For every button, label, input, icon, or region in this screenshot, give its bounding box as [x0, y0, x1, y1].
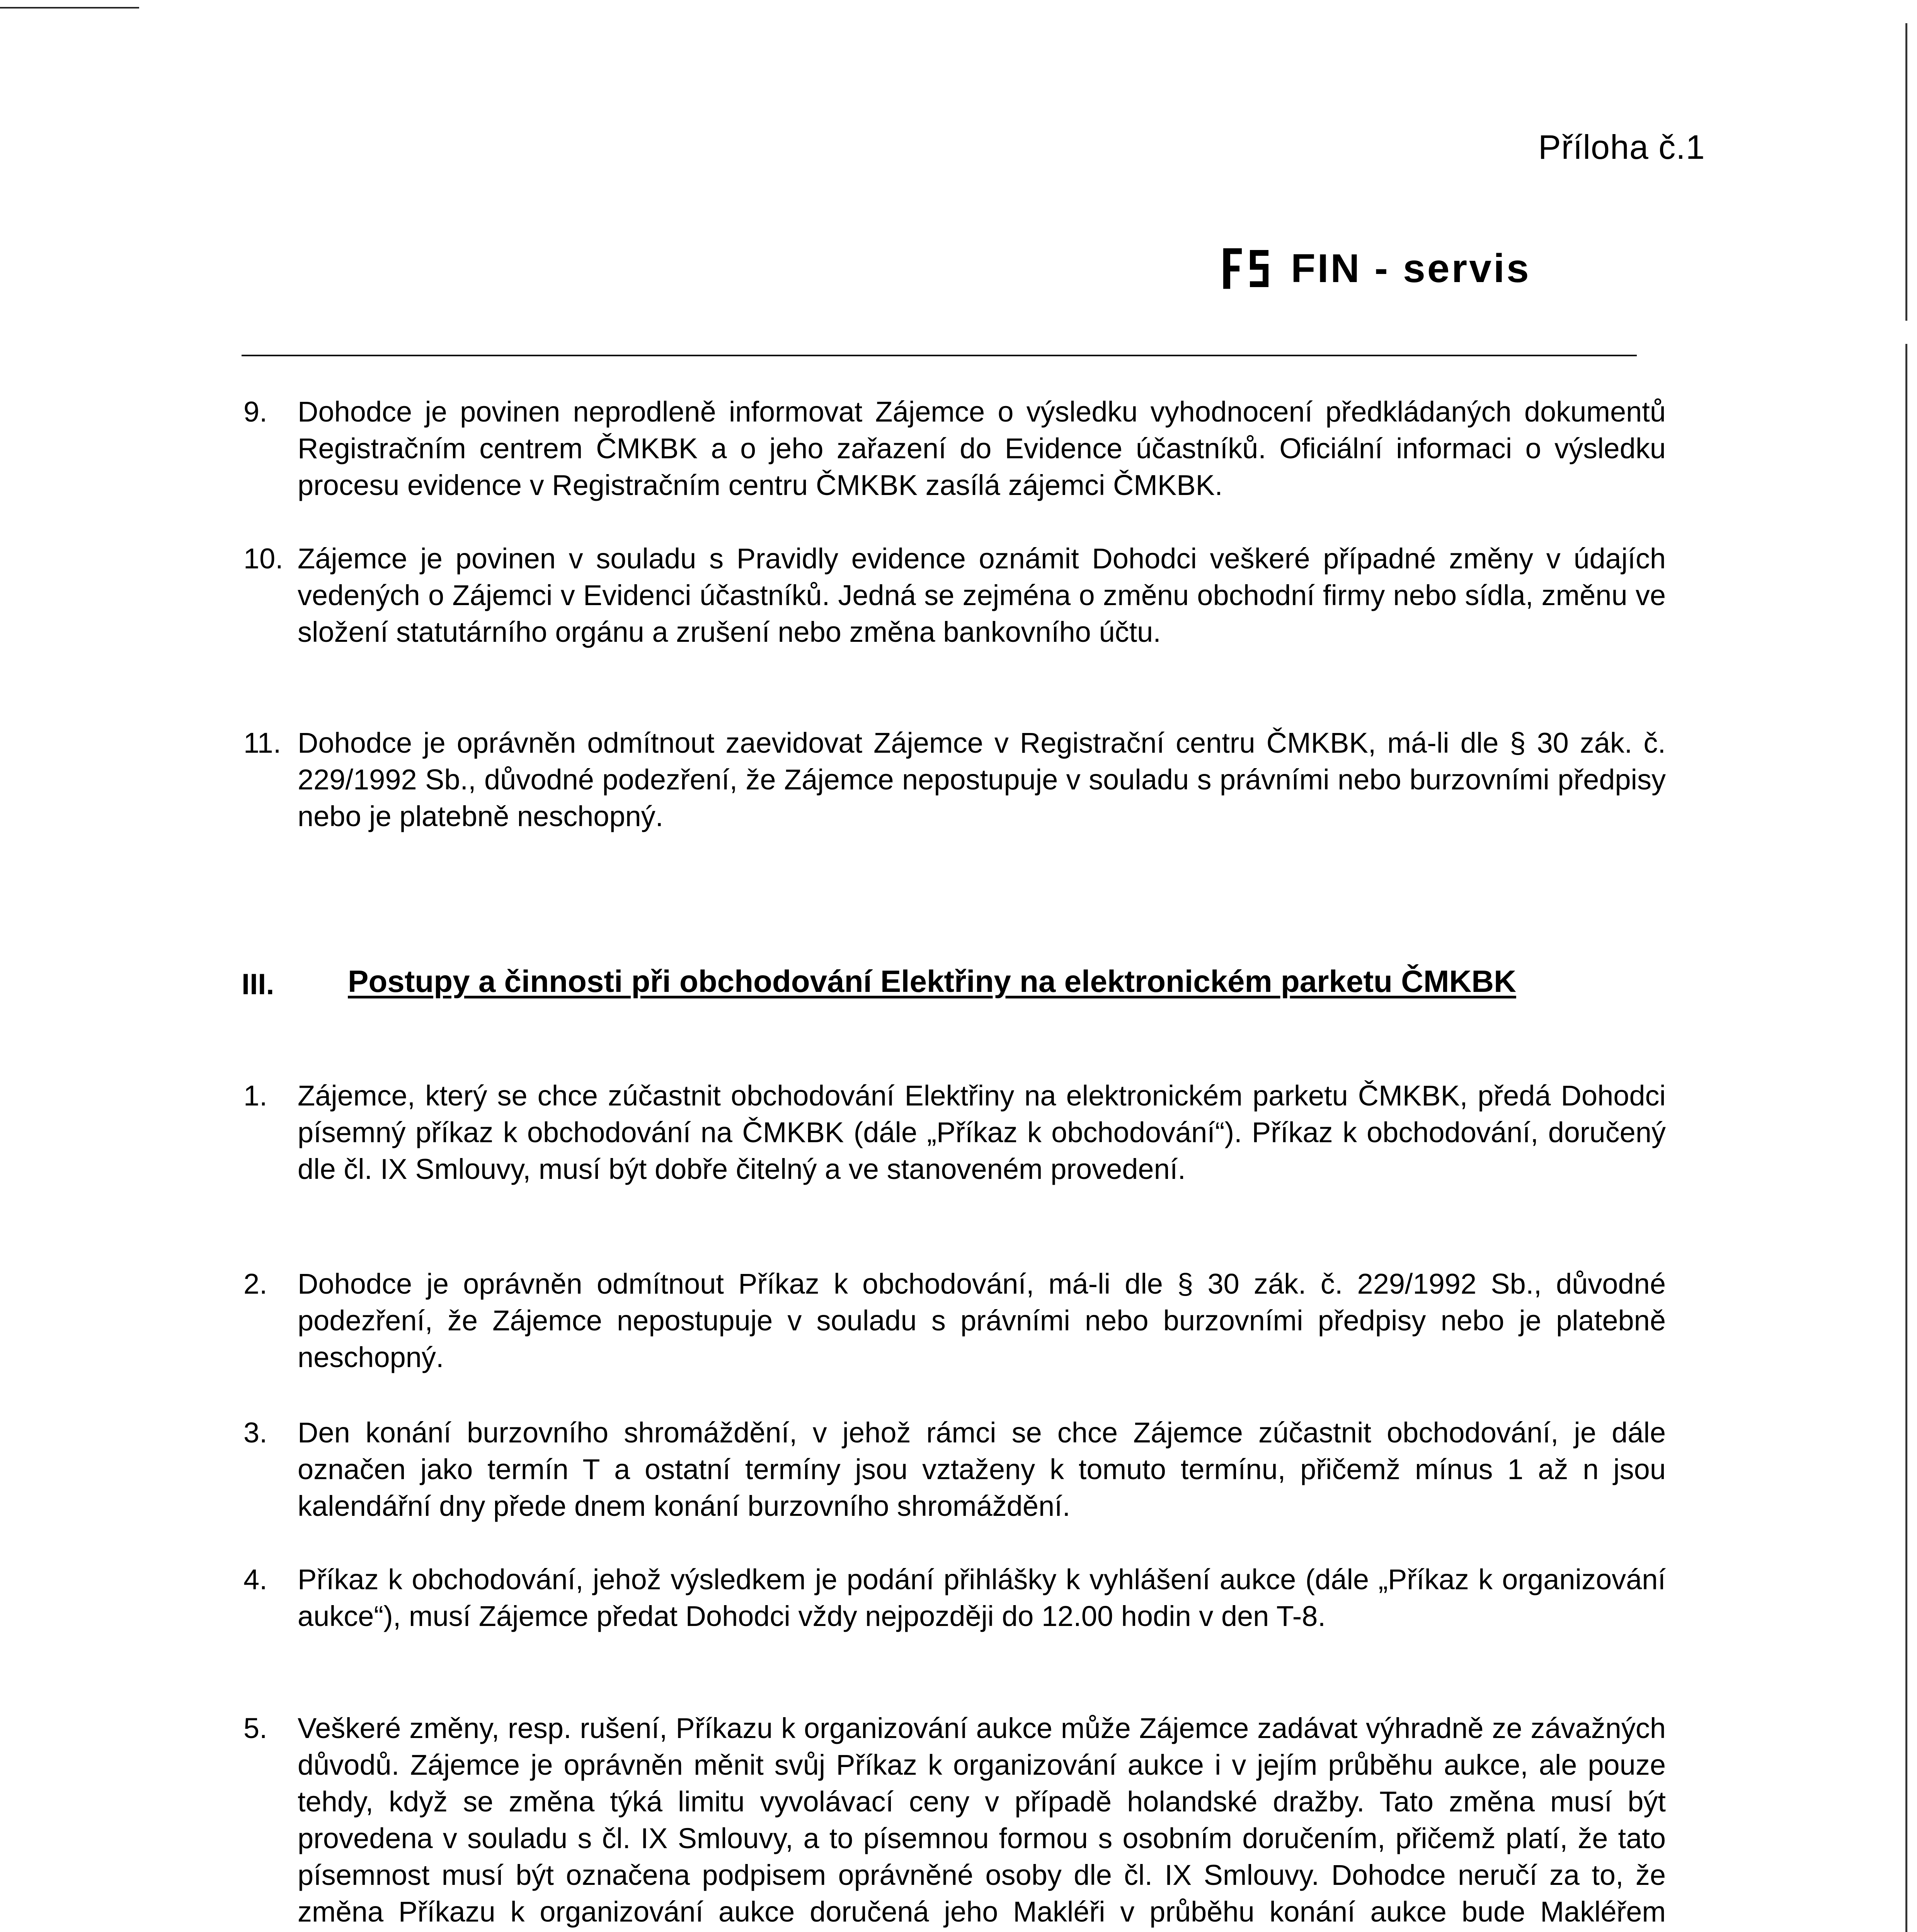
paragraph: Veškeré změny, resp. rušení, Příkazu k organizování aukce může Zájemce zadávat výhradně ze závažných důvodů. Zájemce je oprávněn měnit svůj Příkaz k organizování aukce i v jejím průběhu aukce, ale pouze tehdy, když se změna týká limitu vyvolávací ceny v případě holandské dražby. Tato změna musí být provedena v souladu s čl. IX Smlouvy, a to písemnou formou s osobním doručením, přičemž platí, že tato písemnost musí být označena podpisem oprávněné osoby dle čl. IX Smlouvy. Dohodce neručí za to, že změna Příkazu k organizování aukce doručená jeho Makléři v průběhu konání aukce bude Makléřem	[298, 1712, 1666, 1928]
scan-edge-line	[1905, 23, 1907, 321]
item-number: 4.	[243, 1563, 267, 1595]
paragraph: Zájemce je povinen v souladu s Pravidly evidence oznámit Dohodci veškeré případné změny v údajích vedených o Zájemci v Evidenci účastníků. Jedná se zejména o změnu obchodní firmy nebo sídla, změnu ve složení statutárního orgánu a zrušení nebo změna bankovního účtu.	[298, 543, 1666, 648]
item-number: 1.	[243, 1080, 267, 1112]
logo-text: FIN - servis	[1291, 246, 1531, 291]
header-divider	[242, 355, 1637, 356]
scan-edge-line	[1905, 344, 1907, 1932]
section-number: III.	[242, 968, 274, 1001]
item-number: 5.	[243, 1712, 267, 1744]
item-number: 2.	[243, 1268, 267, 1300]
paragraph: Dohodce je povinen neprodleně informovat Zájemce o výsledku vyhodnocení předkládaných dokumentů Registračním centrem ČMKBK a o jeho zařazení do Evidence účastníků. Oficiální informaci o výsledku procesu evidence v Registračním centru ČMKBK zasílá zájemci ČMKBK.	[298, 396, 1666, 501]
scan-edge-line	[0, 7, 139, 9]
paragraph: Den konání burzovního shromáždění, v jehož rámci se chce Zájemce zúčastnit obchodování, je dále označen jako termín T a ostatní termíny jsou vztaženy k tomuto termínu, přičemž mínus 1 až n jsou kalendářní dny přede dnem konání burzovního shromáždění.	[298, 1417, 1666, 1522]
paragraph: Zájemce, který se chce zúčastnit obchodování Elektřiny na elektronickém parketu ČMKBK, předá Dohodci písemný příkaz k obchodování na ČMKBK (dále „Příkaz k obchodování“). Příkaz k obchodování, doručený dle čl. IX Smlouvy, musí být dobře čitelný a ve stanoveném provedení.	[298, 1080, 1666, 1185]
paragraph: Dohodce je oprávněn odmítnout zaevidovat Zájemce v Registrační centru ČMKBK, má-li dle § 30 zák. č. 229/1992 Sb., důvodné podezření, že Zájemce nepostupuje v souladu s právními nebo burzovními předpisy nebo je platebně neschopný.	[298, 727, 1666, 832]
company-logo	[1217, 240, 1531, 298]
item-number: 3.	[243, 1417, 267, 1449]
item-number: 9.	[243, 396, 267, 428]
paragraph: Příkaz k obchodování, jehož výsledkem je podání přihlášky k vyhlášení aukce (dále „Příkaz k organizování aukce“), musí Zájemce předat Dohodci vždy nejpozději do 12.00 hodin v den T-8.	[298, 1563, 1666, 1632]
section-title: Postupy a činnosti při obchodování Elektřiny na elektronickém parketu ČMKBK	[348, 964, 1516, 998]
item-number: 10.	[243, 543, 283, 575]
fin-servis-logo-icon	[1217, 240, 1275, 298]
item-number: 11.	[243, 727, 281, 759]
attachment-label: Příloha č.1	[1538, 128, 1705, 166]
paragraph: Dohodce je oprávněn odmítnout Příkaz k obchodování, má-li dle § 30 zák. č. 229/1992 Sb., důvodné podezření, že Zájemce nepostupuje v souladu s právními nebo burzovními předpisy nebo je platebně neschopný.	[298, 1268, 1666, 1373]
